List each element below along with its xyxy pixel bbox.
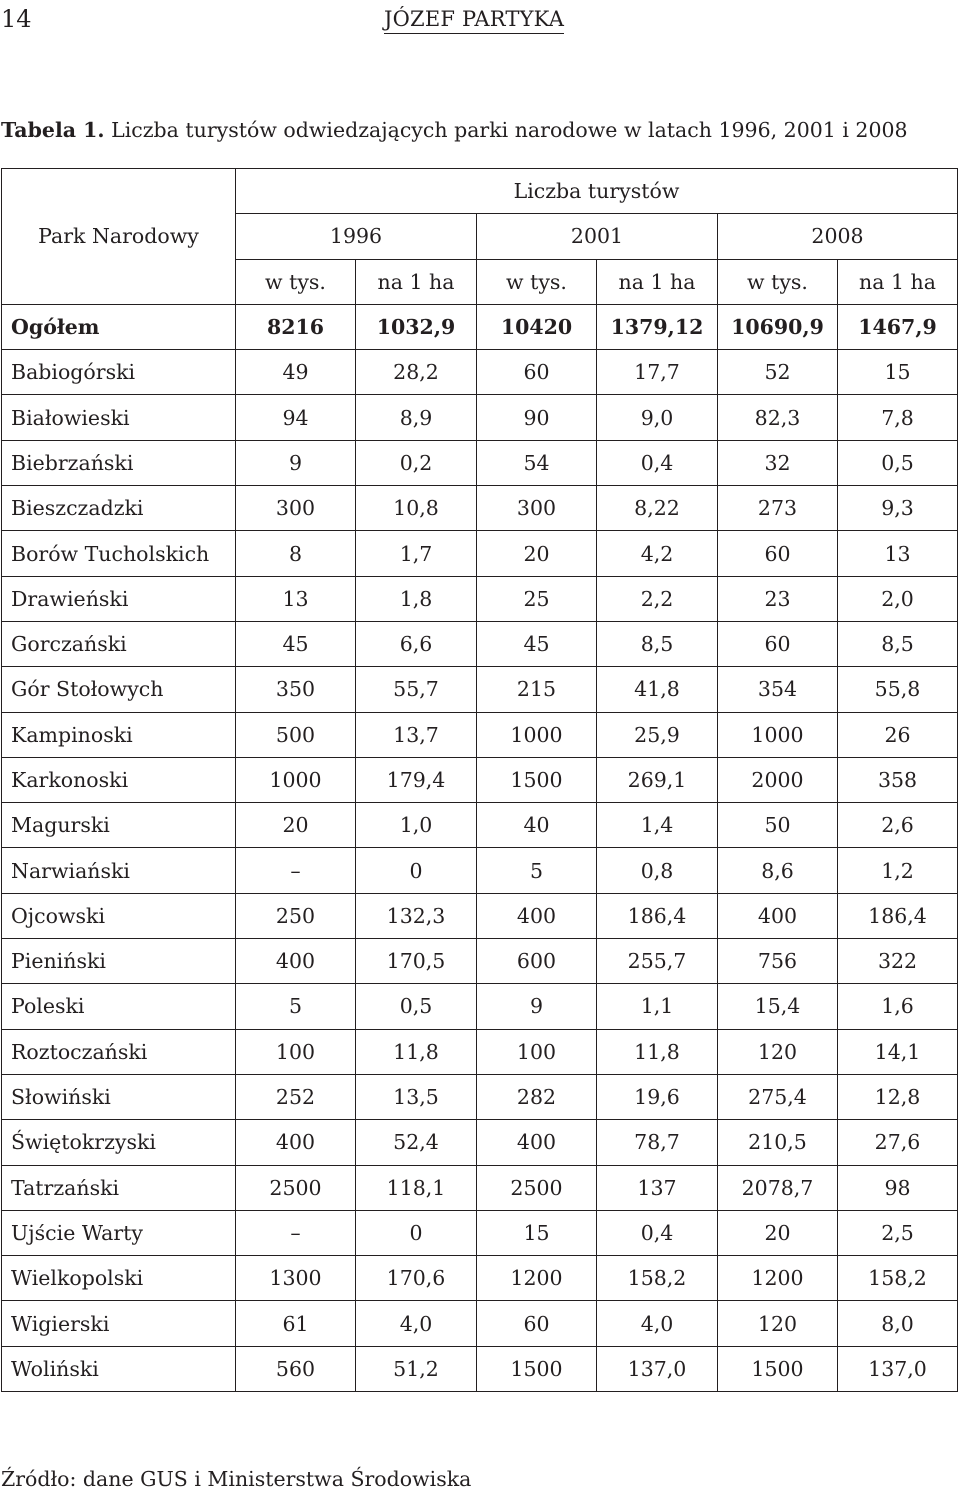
table-cell: –: [236, 1210, 356, 1255]
table-cell: 1,2: [838, 848, 958, 893]
park-name: Pieniński: [2, 939, 236, 984]
table-cell: 13,7: [356, 712, 477, 757]
total-cell: 8216: [236, 304, 356, 349]
table-cell: 158,2: [597, 1256, 718, 1301]
table-row: [2, 667, 958, 712]
header-unit: na 1 ha: [597, 259, 718, 304]
table-row: [2, 1301, 958, 1346]
table-row: [2, 1074, 958, 1119]
park-name: Wielkopolski: [2, 1256, 236, 1301]
table-cell: 282: [477, 1074, 597, 1119]
table-cell: 26: [838, 712, 958, 757]
table-cell: 27,6: [838, 1120, 958, 1165]
table-row: [2, 1210, 958, 1255]
table-cell: 7,8: [838, 395, 958, 440]
table-cell: 1,8: [356, 576, 477, 621]
table-row: [2, 1346, 958, 1391]
table-row: [2, 803, 958, 848]
park-name: Tatrzański: [2, 1165, 236, 1210]
table-row: [2, 757, 958, 802]
table-row: [2, 712, 958, 757]
table-cell: 2,0: [838, 576, 958, 621]
table-cell: 400: [236, 939, 356, 984]
table-cell: 82,3: [718, 395, 838, 440]
table-cell: 4,2: [597, 531, 718, 576]
park-name: Ujście Warty: [2, 1210, 236, 1255]
table-cell: 15: [477, 1210, 597, 1255]
table-cell: 40: [477, 803, 597, 848]
table-cell: 78,7: [597, 1120, 718, 1165]
table-cell: 118,1: [356, 1165, 477, 1210]
table-cell: 60: [718, 531, 838, 576]
table-cell: 55,7: [356, 667, 477, 712]
table-cell: 1500: [718, 1346, 838, 1391]
header-park-name: Park Narodowy: [2, 169, 236, 305]
table-cell: 32: [718, 440, 838, 485]
table-cell: 170,5: [356, 939, 477, 984]
table-cell: 8,5: [838, 621, 958, 666]
table-cell: 8,0: [838, 1301, 958, 1346]
table-cell: 1,7: [356, 531, 477, 576]
park-name: Gór Stołowych: [2, 667, 236, 712]
table-row: [2, 1029, 958, 1074]
table-cell: 215: [477, 667, 597, 712]
table-cell: 11,8: [356, 1029, 477, 1074]
table-cell: 400: [718, 893, 838, 938]
park-name: Borów Tucholskich: [2, 531, 236, 576]
table-cell: 15,4: [718, 984, 838, 1029]
table-row: [2, 621, 958, 666]
park-name: Narwiański: [2, 848, 236, 893]
table-cell: 100: [236, 1029, 356, 1074]
page-number: 14: [1, 5, 32, 33]
table-cell: 273: [718, 486, 838, 531]
table-cell: 19,6: [597, 1074, 718, 1119]
table-cell: 49: [236, 350, 356, 395]
header-unit: w tys.: [236, 259, 356, 304]
table-cell: 15: [838, 350, 958, 395]
park-name: Babiogórski: [2, 350, 236, 395]
table-cell: 0: [356, 848, 477, 893]
table-cell: 98: [838, 1165, 958, 1210]
tourists-table: [1, 168, 958, 1392]
table-cell: 1200: [718, 1256, 838, 1301]
table-cell: 137,0: [597, 1346, 718, 1391]
table-cell: 186,4: [597, 893, 718, 938]
table-cell: 120: [718, 1029, 838, 1074]
park-name: Karkonoski: [2, 757, 236, 802]
park-name: Ojcowski: [2, 893, 236, 938]
table-cell: 0,2: [356, 440, 477, 485]
table-cell: 600: [477, 939, 597, 984]
park-name: Kampinoski: [2, 712, 236, 757]
table-cell: 1,6: [838, 984, 958, 1029]
table-cell: 0,4: [597, 1210, 718, 1255]
park-name: Gorczański: [2, 621, 236, 666]
table-row: [2, 939, 958, 984]
total-cell: 10690,9: [718, 304, 838, 349]
table-cell: 60: [718, 621, 838, 666]
table-cell: 354: [718, 667, 838, 712]
table-cell: 255,7: [597, 939, 718, 984]
header-year-1996: 1996: [236, 214, 477, 259]
table-row: [2, 576, 958, 621]
table-cell: 1000: [718, 712, 838, 757]
table-cell: 9: [236, 440, 356, 485]
table-cell: 8,22: [597, 486, 718, 531]
table-cell: 2,6: [838, 803, 958, 848]
table-cell: 60: [477, 1301, 597, 1346]
table-cell: 100: [477, 1029, 597, 1074]
table-cell: 61: [236, 1301, 356, 1346]
table-cell: 0,5: [838, 440, 958, 485]
table-caption-text: Liczba turystów odwiedzających parki narodowe w latach 1996, 2001 i 2008: [111, 118, 908, 142]
total-cell: 1467,9: [838, 304, 958, 349]
park-name: Magurski: [2, 803, 236, 848]
table-cell: 2500: [477, 1165, 597, 1210]
park-name: Wigierski: [2, 1301, 236, 1346]
park-name: Białowieski: [2, 395, 236, 440]
total-cell: 10420: [477, 304, 597, 349]
table-cell: 0: [356, 1210, 477, 1255]
table-cell: 25,9: [597, 712, 718, 757]
table-cell: 179,4: [356, 757, 477, 802]
table-cell: 20: [236, 803, 356, 848]
table-cell: 5: [477, 848, 597, 893]
table-cell: 137: [597, 1165, 718, 1210]
table-cell: 400: [477, 893, 597, 938]
table-cell: 8,6: [718, 848, 838, 893]
table-cell: 50: [718, 803, 838, 848]
table-cell: 756: [718, 939, 838, 984]
table-cell: 11,8: [597, 1029, 718, 1074]
table-cell: 51,2: [356, 1346, 477, 1391]
table-cell: 132,3: [356, 893, 477, 938]
table-row: [2, 1165, 958, 1210]
table-cell: 13,5: [356, 1074, 477, 1119]
table-cell: 45: [477, 621, 597, 666]
header-unit: w tys.: [718, 259, 838, 304]
source-note: Źródło: dane GUS i Ministerstwa Środowiska: [1, 1467, 472, 1491]
table-cell: 9: [477, 984, 597, 1029]
table-cell: 25: [477, 576, 597, 621]
table-cell: 300: [477, 486, 597, 531]
header-unit: na 1 ha: [838, 259, 958, 304]
table-cell: 2500: [236, 1165, 356, 1210]
table-cell: 13: [236, 576, 356, 621]
table-cell: –: [236, 848, 356, 893]
table-cell: 0,8: [597, 848, 718, 893]
table-cell: 54: [477, 440, 597, 485]
table-cell: 1,0: [356, 803, 477, 848]
table-cell: 158,2: [838, 1256, 958, 1301]
table-cell: 23: [718, 576, 838, 621]
table-cell: 186,4: [838, 893, 958, 938]
table-cell: 5: [236, 984, 356, 1029]
table-cell: 2000: [718, 757, 838, 802]
table-cell: 0,5: [356, 984, 477, 1029]
table-cell: 8: [236, 531, 356, 576]
park-name: Drawieński: [2, 576, 236, 621]
table-cell: 14,1: [838, 1029, 958, 1074]
table-cell: 250: [236, 893, 356, 938]
header-row-group: [2, 169, 958, 214]
table-cell: 90: [477, 395, 597, 440]
header-unit: na 1 ha: [356, 259, 477, 304]
table-cell: 120: [718, 1301, 838, 1346]
park-name: Roztoczański: [2, 1029, 236, 1074]
table-body: [2, 169, 958, 1392]
table-cell: 17,7: [597, 350, 718, 395]
park-name: Woliński: [2, 1346, 236, 1391]
table-row: [2, 486, 958, 531]
table-cell: 400: [477, 1120, 597, 1165]
total-cell: 1379,12: [597, 304, 718, 349]
park-name: Świętokrzyski: [2, 1120, 236, 1165]
park-name: Słowiński: [2, 1074, 236, 1119]
table-cell: 210,5: [718, 1120, 838, 1165]
table-cell: 252: [236, 1074, 356, 1119]
header-year-2008: 2008: [718, 214, 958, 259]
table-cell: 137,0: [838, 1346, 958, 1391]
table-cell: 1,1: [597, 984, 718, 1029]
table-cell: 4,0: [597, 1301, 718, 1346]
table-cell: 55,8: [838, 667, 958, 712]
table-cell: 275,4: [718, 1074, 838, 1119]
park-name: Biebrzański: [2, 440, 236, 485]
table-cell: 8,9: [356, 395, 477, 440]
table-cell: 9,3: [838, 486, 958, 531]
table-cell: 20: [718, 1210, 838, 1255]
table-cell: 2078,7: [718, 1165, 838, 1210]
table-cell: 560: [236, 1346, 356, 1391]
table-cell: 170,6: [356, 1256, 477, 1301]
table-cell: 350: [236, 667, 356, 712]
table-cell: 13: [838, 531, 958, 576]
total-cell: 1032,9: [356, 304, 477, 349]
table-row: [2, 395, 958, 440]
header-tourist-count: Liczba turystów: [236, 169, 958, 214]
table-cell: 300: [236, 486, 356, 531]
table-row: [2, 1120, 958, 1165]
header-unit: w tys.: [477, 259, 597, 304]
table-cell: 41,8: [597, 667, 718, 712]
table-cell: 1500: [477, 1346, 597, 1391]
table-cell: 12,8: [838, 1074, 958, 1119]
table-row: [2, 350, 958, 395]
table-cell: 6,6: [356, 621, 477, 666]
table-cell: 28,2: [356, 350, 477, 395]
table-cell: 358: [838, 757, 958, 802]
table-cell: 1500: [477, 757, 597, 802]
table-cell: 1000: [236, 757, 356, 802]
table-row: [2, 440, 958, 485]
table-cell: 94: [236, 395, 356, 440]
total-label: Ogółem: [2, 304, 236, 349]
table-cell: 1000: [477, 712, 597, 757]
table-cell: 52: [718, 350, 838, 395]
table-cell: 1,4: [597, 803, 718, 848]
table-row: [2, 893, 958, 938]
table-cell: 400: [236, 1120, 356, 1165]
page-header: [0, 0, 960, 40]
park-name: Bieszczadzki: [2, 486, 236, 531]
table-cell: 4,0: [356, 1301, 477, 1346]
table-row: [2, 1256, 958, 1301]
table-cell: 20: [477, 531, 597, 576]
table-cell: 322: [838, 939, 958, 984]
table-cell: 0,4: [597, 440, 718, 485]
table-cell: 1300: [236, 1256, 356, 1301]
table-row: [2, 848, 958, 893]
table-cell: 8,5: [597, 621, 718, 666]
table-cell: 45: [236, 621, 356, 666]
total-row: [2, 304, 958, 349]
table-cell: 500: [236, 712, 356, 757]
table-row: [2, 984, 958, 1029]
table-cell: 10,8: [356, 486, 477, 531]
running-head: JÓZEF PARTYKA: [384, 6, 564, 34]
table-cell: 2,2: [597, 576, 718, 621]
table-caption: [1, 116, 908, 144]
table-cell: 9,0: [597, 395, 718, 440]
table-cell: 1200: [477, 1256, 597, 1301]
table-cell: 60: [477, 350, 597, 395]
table-row: [2, 531, 958, 576]
table-cell: 269,1: [597, 757, 718, 802]
table-caption-label: Tabela 1.: [1, 118, 105, 142]
table-cell: 2,5: [838, 1210, 958, 1255]
park-name: Poleski: [2, 984, 236, 1029]
header-year-2001: 2001: [477, 214, 718, 259]
table-cell: 52,4: [356, 1120, 477, 1165]
